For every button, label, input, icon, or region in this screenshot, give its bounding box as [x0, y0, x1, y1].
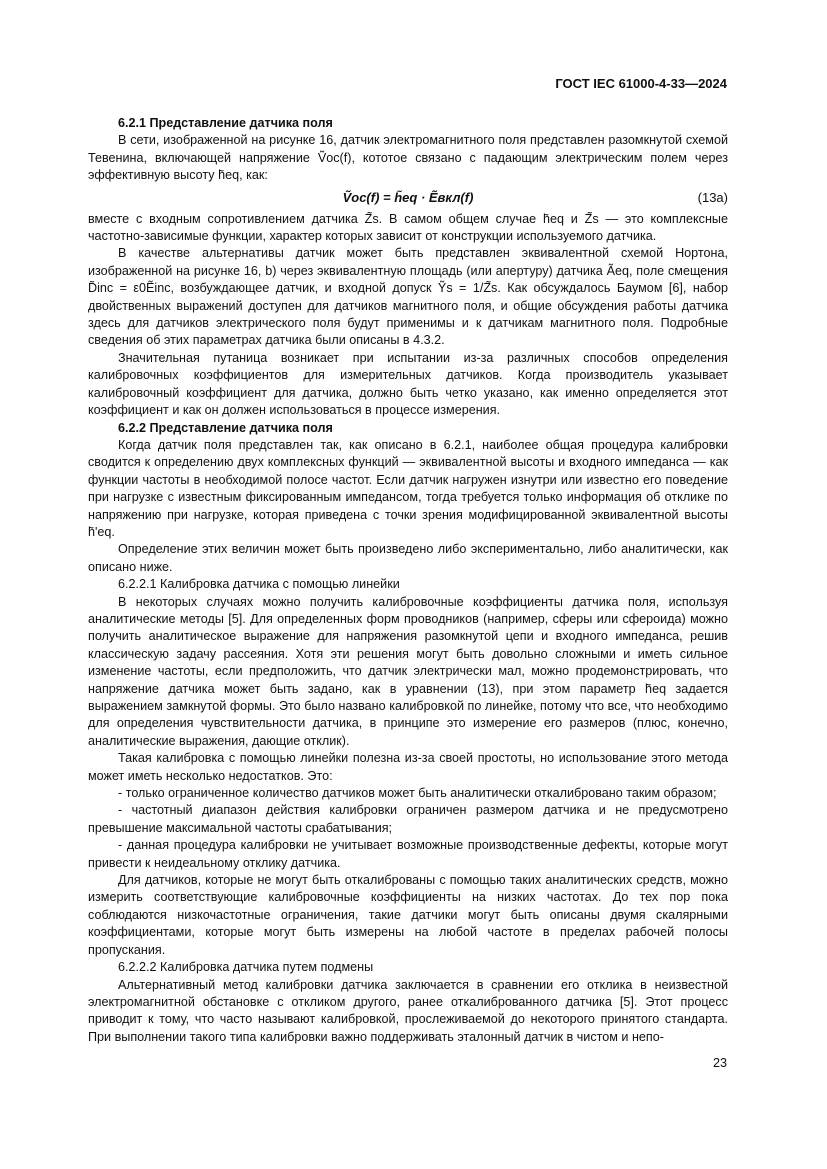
paragraph: вместе с входным сопротивлением датчика Z̃s. В самом общем случае h̃eq и Z̃s — это комплексные частотно-зависимые функции, характер которых зависит от конструкции используемого датчика. [88, 211, 728, 244]
formula-number: (13a) [697, 189, 728, 205]
section-heading-6-2-2: 6.2.2 Представление датчика поля [118, 420, 333, 435]
formula-13a [88, 185, 728, 211]
list-item: - частотный диапазон действия калибровки ограничен размером датчика и не предусмотрено превышение максимальной частоты срабатывания; [88, 803, 728, 835]
section-heading-6-2-2-1: 6.2.2.1 Калибровка датчика с помощью линейки [118, 577, 400, 592]
paragraph: В качестве альтернативы датчик может быть представлен эквивалентной схемой Нортона, изображенной на рисунке 16, b) через эквивалентную площадь (или апертуру) датчика Ãeq, поле смещения D̃inc = ε0Ẽinc, возбуждающее датчик, и входной допуск Ỹs = 1/Z̃s. Как обсуждалось Баумом [6], набор двойственных выражений доступен для датчиков магнитного поля, и общие обсуждения работы датчика здесь для датчиков электрического поля будут применимы и к датчикам магнитного поля. Подробные сведения об этих параметрах датчика были описаны в 4.3.2. [88, 246, 728, 348]
paragraph: Когда датчик поля представлен так, как описано в 6.2.1, наиболее общая процедура калибровки сводится к определению двух комплексных функций — эквивалентной высоты и входного импеданса — как функции частоты в необходимой полосе частот. Если датчик нагружен изнутри или известно его поведение при нагрузке с известным фиксированным импедансом, тогда требуется только информация об отклике по напряжению при нагрузке, которая приведена с точки зрения модифицированной эквивалентной высоты h̃'eq. [88, 437, 728, 539]
list-item: - данная процедура калибровки не учитывает возможные производственные дефекты, которые могут привести к неидеальному отклику датчика. [88, 838, 728, 870]
section-heading-6-2-1: 6.2.1 Представление датчика поля [118, 116, 333, 130]
paragraph: Такая калибровка с помощью линейки полезна из-за своей простоты, но использование этого метода может иметь несколько недостатков. Это: [88, 751, 728, 783]
list-item: - только ограниченное количество датчиков может быть аналитически откалибровано таким образом; [118, 786, 717, 801]
document-body [88, 115, 728, 1046]
paragraph: Альтернативный метод калибровки датчика заключается в сравнении его отклика в неизвестной электромагнитной обстановке с откликом другого, ранее откалиброванного датчика [5]. Этот процесс приводит к тому, что часто называют калибровкой, прослеживаемой до некоторого принятого стандарта. При выполнении такого типа калибровки важно поддерживать эталонный датчик в чистом и непо- [88, 977, 728, 1044]
section-heading-6-2-2-2: 6.2.2.2 Калибровка датчика путем подмены [118, 960, 374, 975]
formula-expression: Ṽoc(f) = h̃eq · Ẽвкл(f) [342, 189, 474, 205]
page-number: 23 [712, 1056, 727, 1070]
paragraph: Для датчиков, которые не могут быть откалиброваны с помощью таких аналитических средств, можно измерить соответствующие калибровочные коэффициенты на низких частотах. До тех пор пока соблюдаются низкочастотные ограничения, такие датчики могут быть описаны двумя скалярными коэффициентами, которые могут быть измерены на любой частоте в пределах рабочей полосы пропускания. [88, 873, 728, 957]
paragraph: В некоторых случаях можно получить калибровочные коэффициенты датчика поля, используя аналитические методы [5]. Для определенных форм проводников (например, сферы или сфероида) можно получить аналитическое выражение для напряжения разомкнутой цепи и входного импеданса, решив классическую задачу рассеяния. Хотя эти решения могут быть довольно сложными и иметь сильное изменение частоты, если предположить, что датчик электрически мал, можно продемонстрировать, что напряжение датчика может быть задано, как в уравнении (13), при этом параметр h̃eq задается выражением замкнутой формы. Это было названо калибровкой по линейке, потому что все, что необходимо для определения чувствительности датчика, в принципе это измерение его размеров (плюс, конечно, аналитические выражения, дающие отклик). [88, 594, 728, 748]
paragraph: В сети, изображенной на рисунке 16, датчик электромагнитного поля представлен разомкнутой схемой Тевенина, включающей напряжение Ṽoc(f), кототое связано с падающим электрическим полем через эффективную высоту h̃eq, как: [88, 133, 728, 183]
document-header: ГОСТ IEC 61000-4-33—2024 [555, 76, 727, 91]
paragraph: Значительная путаница возникает при испытании из-за различных способов определения калибровочных коэффициентов для измерительных датчиков. Когда производитель указывает калибровочный коэффициент для датчика, должно быть четко указано, как именно определяется этот коэффициент и как он должен использоваться в процессе измерения. [88, 350, 728, 418]
paragraph: Определение этих величин может быть произведено либо экспериментально, либо аналитически, как описано ниже. [88, 542, 728, 574]
